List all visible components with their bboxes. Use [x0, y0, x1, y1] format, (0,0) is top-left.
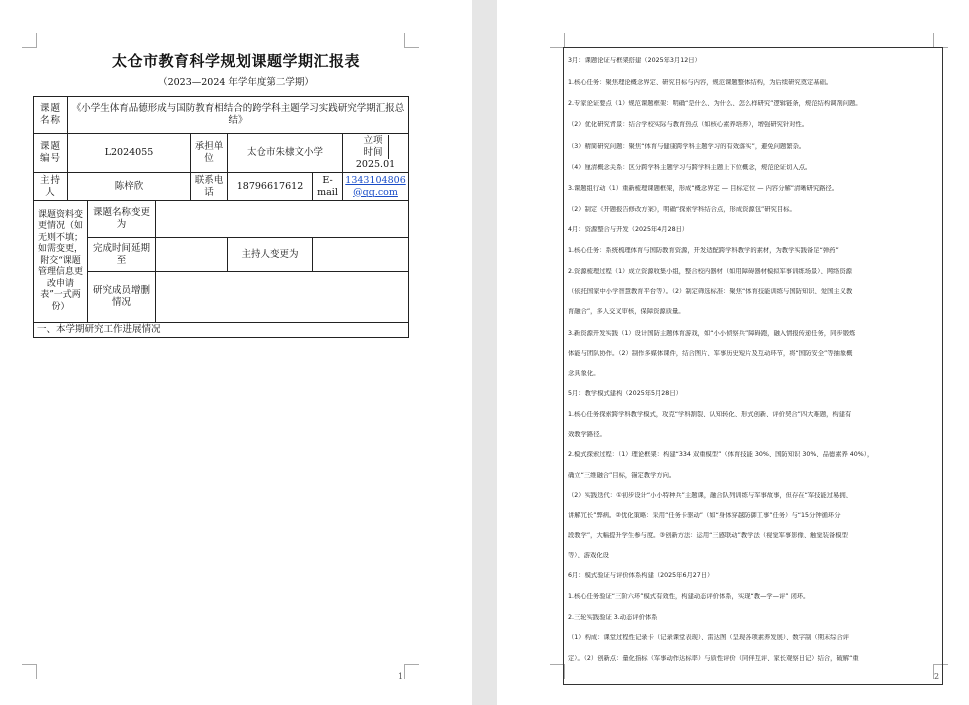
crop-mark: [404, 33, 419, 48]
change-topic-value: [156, 201, 409, 238]
content-line: （3）精简研究问题：聚焦“体育与健康跨学科主题学习的有效落实”，避免问题繁杂。: [568, 143, 806, 150]
phone-value: 18796617612: [228, 173, 313, 201]
content-line: （4）厘清概念关系：区分跨学科主题学习与跨学科主题上下位概念，规范论证切入点。: [568, 164, 812, 171]
email-value-cell: [343, 173, 409, 201]
document-page-1: [0, 0, 472, 705]
change-topic-label: 课题名称变更为: [88, 201, 156, 238]
content-line: 6月：模式验证与评价体系构建（2025年6月27日）: [568, 572, 714, 579]
section-heading: 一、本学期研究工作进展情况: [34, 323, 409, 338]
content-line: 3.新资源开发实践（1）设计国防主题体育游戏，如“小小侦察兵”障碍跑，融入情报传递任务，同步锻炼: [568, 330, 856, 337]
report-form-table: [33, 96, 409, 338]
content-line: 定）。（2）创新点：量化指标（军事动作达标率）与质性评价（同伴互评、家长观察日记）结合，破解“重: [568, 655, 859, 662]
phone-label: 联系电话: [191, 173, 228, 201]
content-line: 1.核心任务：系统梳理体育与国防教育资源，开发适配跨学科教学的素材，为教学实践备足“弹药”: [568, 247, 839, 254]
host-change-label: 主持人变更为: [228, 238, 313, 272]
content-line: 讲解冗长”弊病。②优化策略：采用“任务卡驱动”（如“身体穿越防御工事”任务）与“15分钟循环分: [568, 512, 841, 519]
content-line: 5月：教学模式建构（2025年5月28日）: [568, 390, 682, 397]
crop-mark: [550, 33, 565, 48]
crop-mark: [933, 33, 948, 48]
content-line: 段教学”，大幅提升学生参与度。③创新方法：运用“三感联动”教学法（视觉军事影像、触觉装备模型: [568, 532, 848, 539]
change-label: 课题资料变更情况（如无则不填；如需变更，附交“课题管理信息更改申请表”一式两份）: [34, 201, 88, 323]
content-line: 4月：资源整合与开发（2025年4月28日）: [568, 226, 689, 233]
content-line: 体能与团队协作。（2）制作多媒体课件，结合图片、军事历史短片及互动环节，将“国防安全”等抽象概: [568, 350, 853, 357]
date-label: 立项时间: [360, 135, 389, 159]
date-cell: [343, 134, 409, 173]
content-line: 2.三轮实践验证 3.动态评价体系: [568, 614, 658, 621]
content-line: （2）优化研究背景：结合学校实际与教育热点（如核心素养培养），增强研究针对性。: [568, 121, 809, 128]
content-line: 3月：课题论证与框架搭建（2025年3月12日）: [568, 57, 701, 64]
document-title: 太仓市教育科学规划课题学期汇报表: [111, 52, 360, 70]
content-line: 念具象化。: [568, 370, 600, 377]
page-number: 2: [934, 672, 940, 681]
content-line: （2）实践迭代：①初步设计“小小特种兵”主题课，融合队列训练与军事故事，但存在“军技能过易拥、: [568, 492, 852, 499]
content-line: 等）、游戏化设: [568, 552, 609, 559]
content-line: 2.模式探索过程：（1）理论框架：构建“334 双重模型”（体育技能 30%、国防知识 30%、品德素养 40%），: [568, 451, 874, 458]
deadline-label: 完成时间延期至: [88, 238, 156, 272]
content-line: 1.核心任务探索跨学科教学模式，攻克“学科割裂、认知转化、形式创新、评价契合”四大难题，构建有: [568, 411, 852, 418]
content-line: 2.资源梳理过程（1）成立资源收集小组，整合校内器材（如用障碍器材模拟军事训练场景）、网络资源: [568, 268, 852, 275]
content-line: （2）制定《开题报告修改方案》，明确“探索学科结合点，形成资源包”研究目标。: [568, 206, 796, 213]
host-value: 陈梓欣: [68, 173, 191, 201]
members-label: 研究成员增删情况: [88, 272, 156, 323]
unit-value: 太仓市朱棣文小学: [228, 134, 343, 173]
code-value: L2024055: [68, 134, 191, 173]
content-line: 1.核心任务验证“三阶六环”模式有效性，构建动态评价体系，实现“教—学—评” 闭环。: [568, 593, 810, 600]
code-label: 课题编号: [34, 134, 68, 173]
crop-mark: [22, 33, 37, 48]
page-gap: [472, 0, 497, 705]
unit-label: 承担单位: [191, 134, 228, 173]
members-value: [156, 272, 409, 323]
document-page-2: [497, 0, 969, 705]
content-line: 3.课题组行动（1）重新梳理课题框架，形成“概念界定 — 目标定位 — 内容分解”清晰研究路径。: [568, 185, 839, 192]
content-line: 确立“三维融合”目标，锚定教学方向。: [568, 472, 676, 479]
content-line: 效教学路径。: [568, 431, 606, 438]
content-line: 2.专家论证要点（1）规范课题框架：明确“是什么、为什么、怎么样研究”逻辑链条，规范结构调剂问题。: [568, 100, 862, 107]
topic-value: 《小学生体育品德形成与国防教育相结合的跨学科主题学习实践研究学期汇报总结》: [68, 97, 409, 134]
crop-mark: [22, 664, 37, 679]
page-number: 1: [398, 672, 404, 681]
host-label: 主持人: [34, 173, 68, 201]
content-line: 育融合”，多人交叉审核，保障资源质量。: [568, 308, 685, 315]
content-line: （依托国家中小学智慧教育平台等）。（2）制定筛选标准：聚焦“体育技能训练与国防知识、爱国主义教: [568, 288, 853, 295]
crop-mark: [404, 664, 419, 679]
progress-content-box: [563, 47, 943, 685]
document-subtitle: （2023—2024 年学年度第二学期）: [158, 77, 314, 88]
topic-label: 课题名称: [34, 97, 68, 134]
host-change-value: [313, 238, 409, 272]
content-line: 1.核心任务：聚焦理论概念界定、研究目标与内容，规范课题整体结构，为后续研究奠定基础。: [568, 79, 833, 86]
email-link[interactable]: 1343104806@qq.com: [345, 174, 406, 198]
deadline-value: [156, 238, 228, 272]
email-label: E-mail: [313, 173, 343, 201]
content-line: （1）构成：课堂过程性记录卡（记录课堂表现）、雷达图（呈现各项素养发展）、数字制（期末综合评: [568, 634, 850, 641]
date-value: 2025.01: [355, 159, 396, 170]
